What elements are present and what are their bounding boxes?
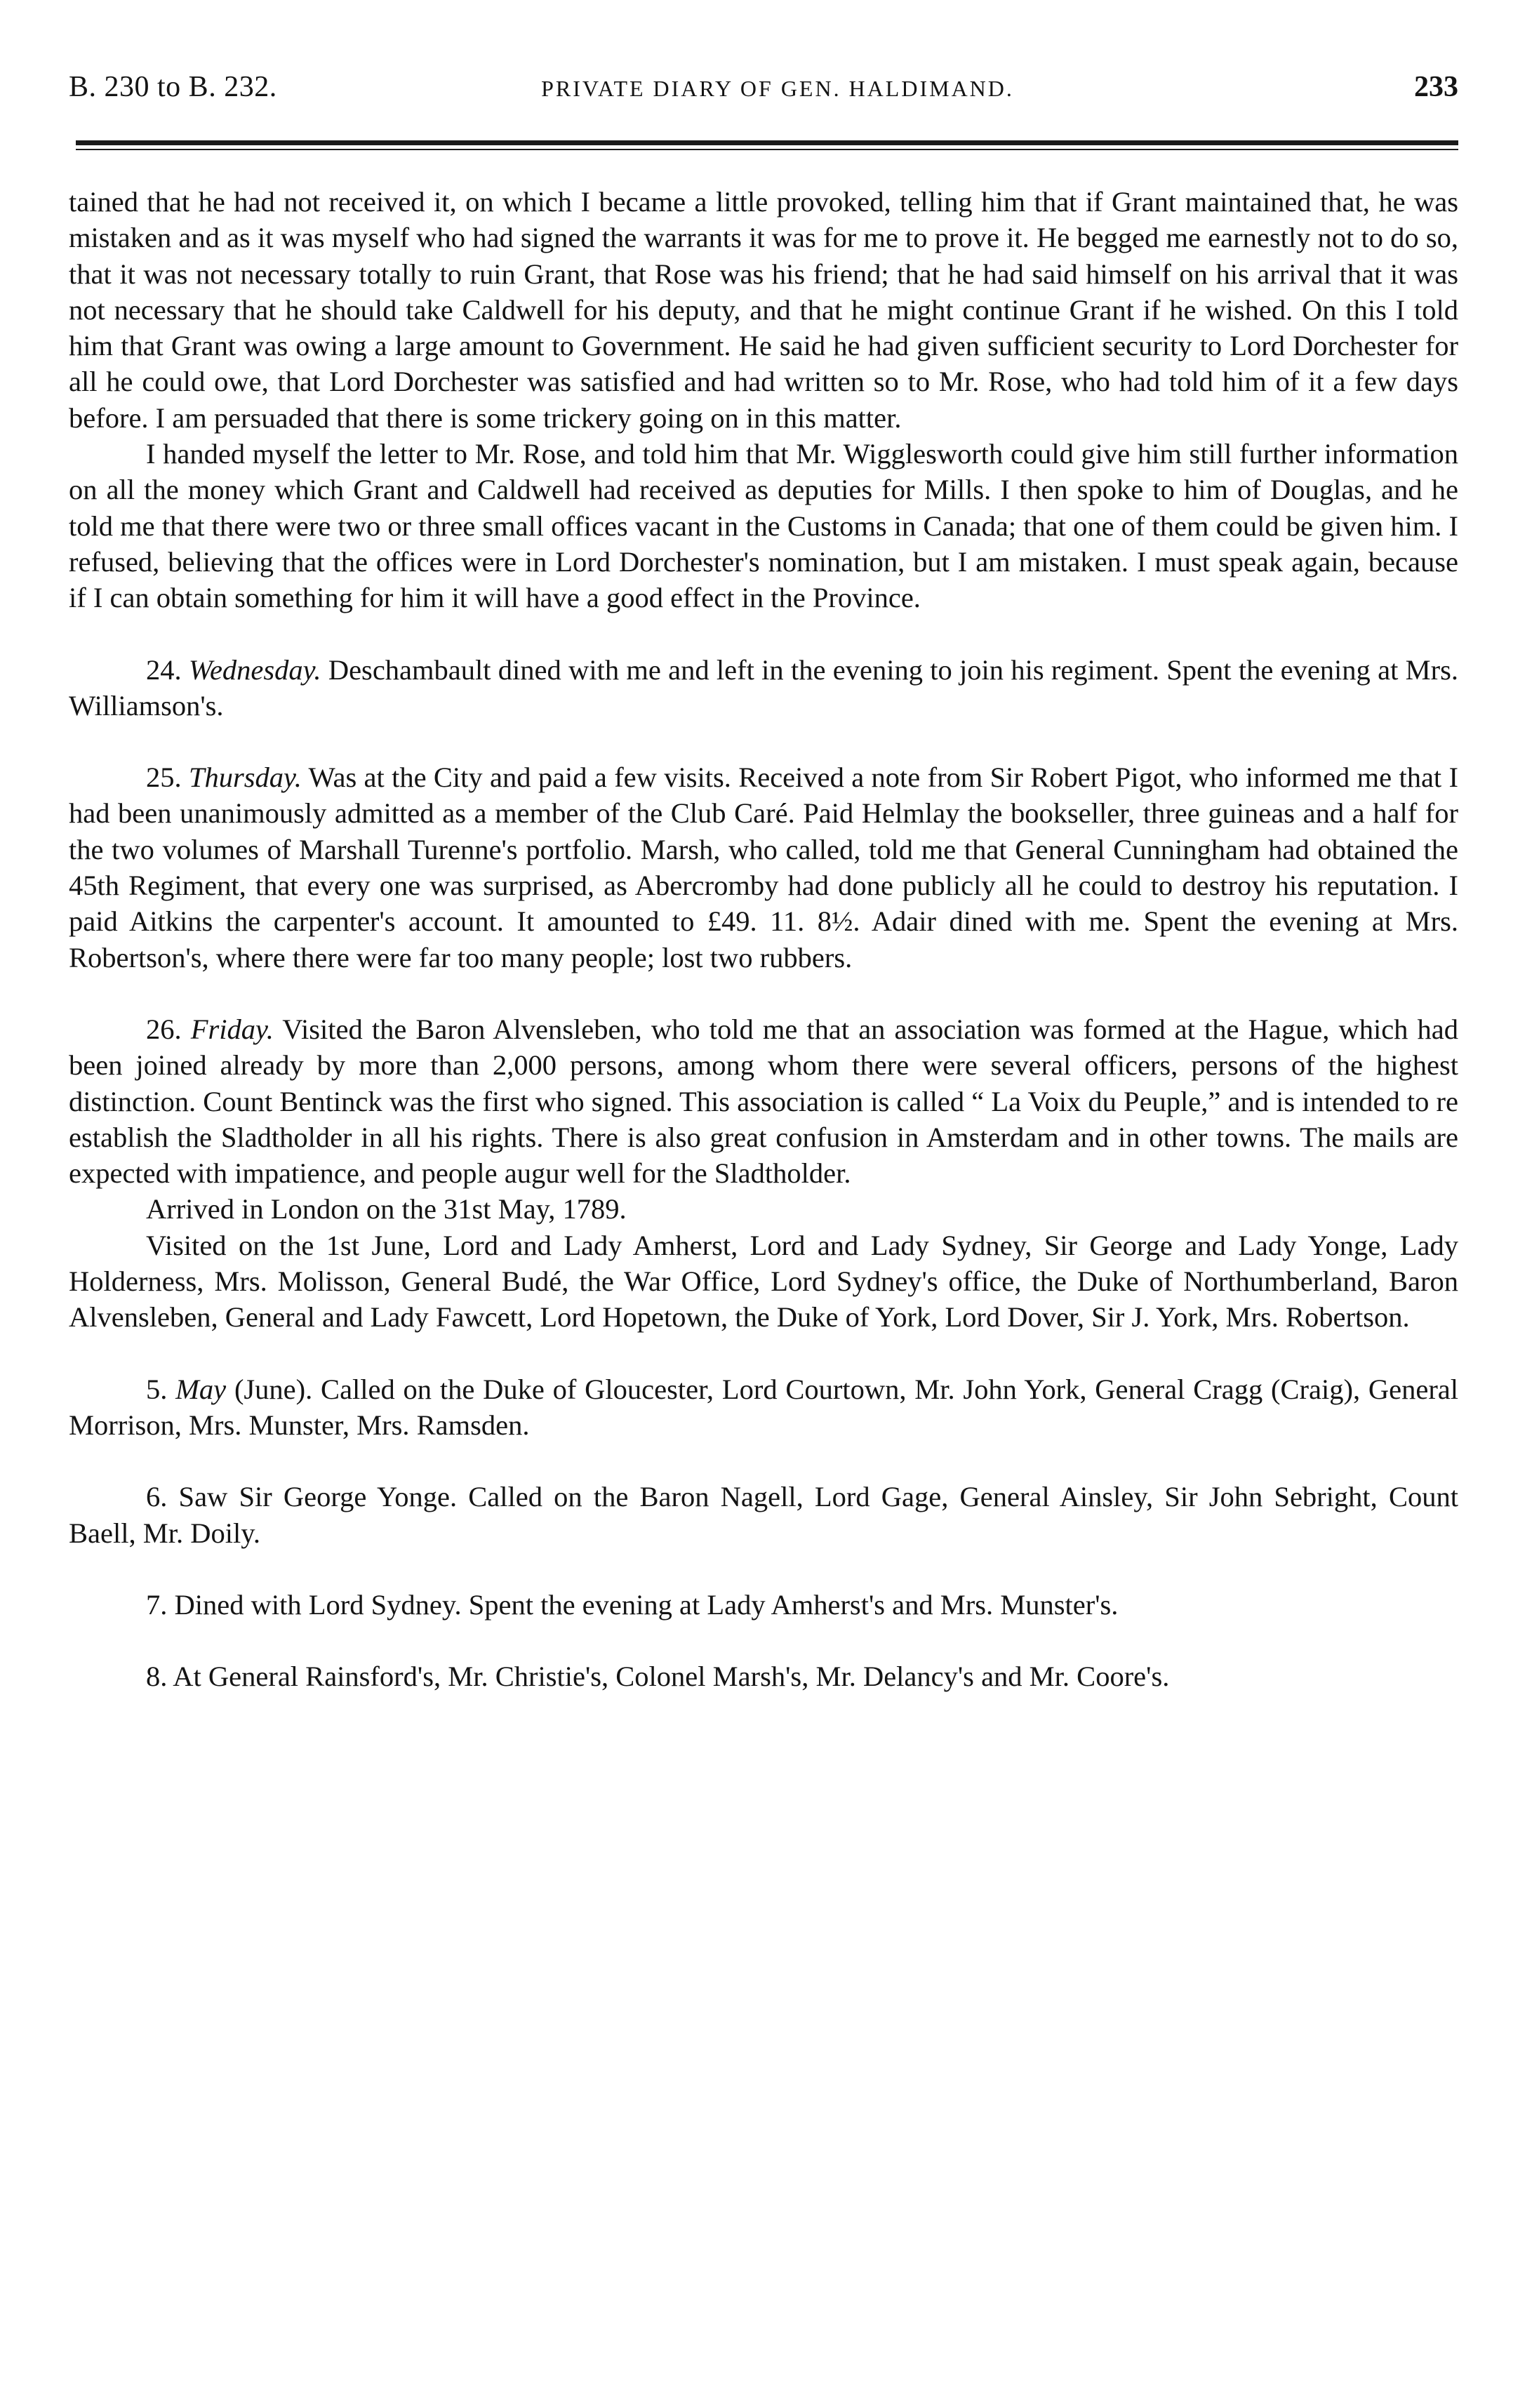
entry-june-5-text: (June). Called on the Duke of Gloucester, Lord Courtown, Mr. John York, General Cragg (Craig), General Morrison, Mrs. Munster, Mrs. Ramsden.	[69, 1373, 1459, 1441]
entry-25	[69, 759, 1458, 976]
entry-26-number: 26.	[146, 1013, 182, 1045]
entry-june-6: 6. Saw Sir George Yonge. Called on the Baron Nagell, Lord Gage, General Ainsley, Sir John Sebright, Count Baell, Mr. Doily.	[69, 1481, 1458, 1549]
header-rule	[76, 140, 1458, 150]
entry-june-7: 7. Dined with Lord Sydney. Spent the evening at Lady Amherst's and Mrs. Munster's.	[146, 1588, 1119, 1621]
entry-june-5-month: May	[175, 1373, 227, 1405]
entry-26-text: Visited the Baron Alvensleben, who told me that an association was formed at the Hague, which had been joined already by more than 2,000 persons, among whom there were several officers, persons of the highest distinction. Count Bentinck was the first who signed. This association is called “ La Voix du Peuple,” and is intended to re establish the Sladtholder in all his rights. There is also great confusion in Amsterdam and in other towns. The mails are expected with impatience, and people augur well for the Sladtholder.	[69, 1013, 1458, 1190]
running-head	[69, 70, 1458, 112]
entry-24-number: 24.	[146, 653, 182, 686]
running-title: PRIVATE DIARY OF GEN. HALDIMAND.	[541, 76, 1014, 101]
entry-25-text: Was at the City and paid a few visits. Received a note from Sir Robert Pigot, who informed me that I had been unanimously admitted as a member of the Club Caré. Paid Helmlay the bookseller, three guineas and a half for the two volumes of Marshall Turenne's portfolio. Marsh, who called, told me that General Cunningham had obtained the 45th Regiment, that every one was surprised, as Abercromby had done publicly all he could to destroy his reputation. I paid Aitkins the carpenter's account. It amounted to £49. 11. 8½. Adair dined with me. Spent the evening at Mrs. Robertson's, where there were far too many people; lost two rubbers.	[69, 761, 1458, 973]
entry-26-day: Friday.	[190, 1013, 274, 1045]
header-rule-thick	[76, 140, 1458, 145]
entry-june-5-number: 5.	[146, 1373, 168, 1405]
paragraph-visited: Visited on the 1st June, Lord and Lady Amherst, Lord and Lady Sydney, Sir George and Lady Yonge, Lady Holderness, Mrs. Molisson, General Budé, the War Office, Lord Sydney's office, the Duke of Northumberland, Baron Alvensleben, General and Lady Fawcett, Lord Hopetown, the Duke of York, Lord Dover, Sir J. York, Mrs. Robertson.	[69, 1229, 1458, 1333]
entry-24	[69, 652, 1458, 724]
page-number: 233	[1414, 71, 1458, 103]
entry-25-number: 25.	[146, 761, 182, 794]
entry-june-8: 8. At General Rainsford's, Mr. Christie's, Colonel Marsh's, Mr. Delancy's and Mr. Coore's.	[146, 1661, 1170, 1693]
entry-24-text: Deschambault dined with me and left in the evening to join his regiment. Spent the evening at Mrs. Williamson's.	[69, 653, 1459, 721]
entry-june-5	[69, 1371, 1458, 1444]
paragraph-continuation: tained that he had not received it, on which I became a little provoked, telling him that if Grant maintained that, he was mistaken and as it was myself who had signed the warrants it was for me to prove it. He begged me earnestly not to do so, that it was not necessary totally to ruin Grant, that Rose was his friend; that he had said himself on his arrival that it was not necessary that he should take Caldwell for his deputy, and that he might continue Grant if he wished. On this I told him that Grant was owing a large amount to Government. He said he had given sufficient security to Lord Dorchester for all he could owe, that Lord Dorchester was satisfied and had written so to Mr. Rose, who had told him of it a few days before. I am persuaded that there is some trickery going on in this matter.	[69, 186, 1458, 434]
paragraph-arrived: Arrived in London on the 31st May, 1789.	[146, 1193, 627, 1225]
entry-26	[69, 1011, 1458, 1191]
document-page	[69, 70, 1458, 1694]
diary-text	[69, 184, 1458, 1694]
entry-24-day: Wednesday.	[188, 653, 321, 686]
entry-25-day: Thursday.	[188, 761, 302, 794]
header-rule-thin	[76, 149, 1458, 150]
paragraph-rose-letter: I handed myself the letter to Mr. Rose, and told him that Mr. Wigglesworth could give him still further information on all the money which Grant and Caldwell had received as deputies for Mills. I then spoke to him of Douglas, and he told me that there were two or three small offices vacant in the Customs in Canada; that one of them could be given him. I refused, believing that the offices were in Lord Dorchester's nomination, but I am mistaken. I must speak again, because if I can obtain something for him it will have a good effect in the Province.	[69, 438, 1458, 614]
section-reference: B. 230 to B. 232.	[69, 71, 277, 103]
